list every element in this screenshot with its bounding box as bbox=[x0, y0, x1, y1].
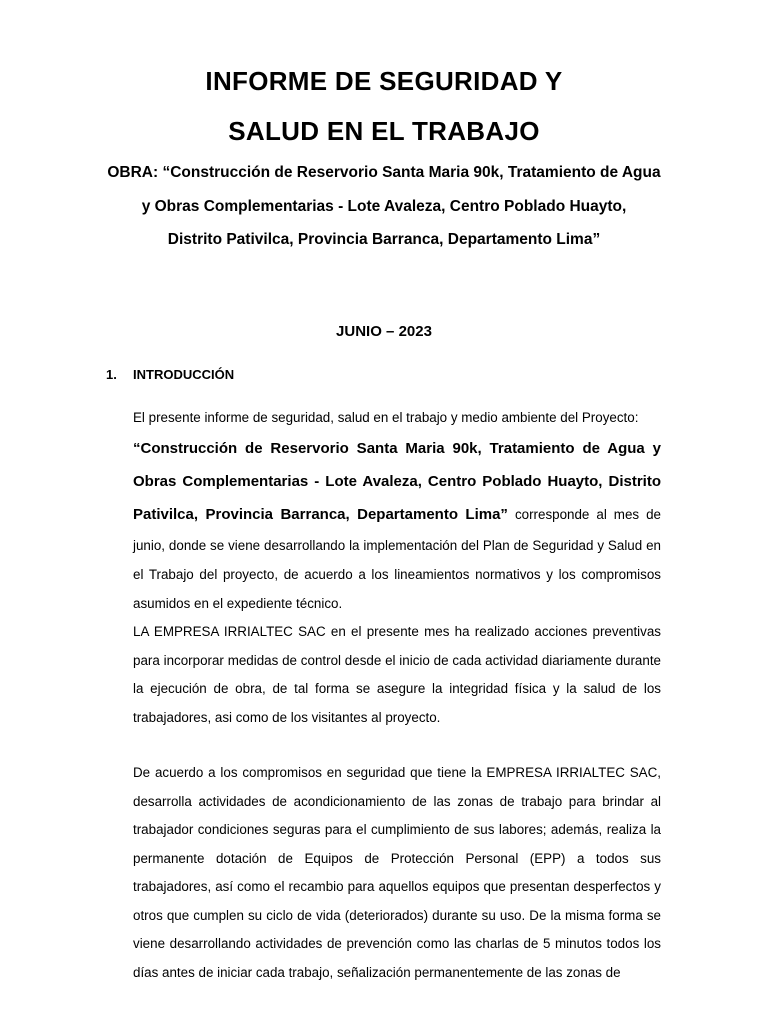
intro-sentence: El presente informe de seguridad, salud en el trabajo y medio ambiente del Proyecto: bbox=[133, 410, 639, 425]
safety-commitments-paragraph: De acuerdo a los compromisos en seguridad que tiene la EMPRESA IRRIALTEC SAC, desarrolla actividades de acondicionamiento de las zonas de trabajo para brindar al trabajador condiciones seguras para el cumplimiento de sus labores; además, realiza la permanente dotación de Equipos de Protección Personal (EPP) a todos sus trabajadores, así como el recambio para aquellos equipos que presentan desperfectos y otros que cumplen su ciclo de vida (deteriorados) durante su uso. De la misma forma se viene desarrollando actividades de prevención como las charlas de 5 minutos todos los días antes de iniciar cada trabajo, señalización permanentemente de las zonas de bbox=[133, 765, 661, 980]
obra-line-1: OBRA: “Construcción de Reservorio Santa Maria 90k, Tratamiento de Agua bbox=[107, 164, 661, 181]
section-number: 1. bbox=[106, 367, 117, 382]
title-line-2: SALUD EN EL TRABAJO bbox=[228, 116, 540, 146]
intro-continuation: corresponde al mes de junio, donde se viene desarrollando la implementación del Plan de Seguridad y Salud en el Trabajo del proyecto, de acuerdo a los lineamientos normativos y los compromisos asumidos en el expediente técnico. bbox=[133, 507, 661, 611]
section-heading bbox=[106, 367, 234, 382]
company-actions-paragraph: LA EMPRESA IRRIALTEC SAC en el presente mes ha realizado acciones preventivas para incorporar medidas de control desde el inicio de cada actividad diariamente durante la ejecución de obra, de tal forma se asegure la integridad física y la salud de los trabajadores, asi como de los visitantes al proyecto. bbox=[133, 624, 661, 725]
project-name-quote: “Construcción de Reservorio Santa Maria 90k, Tratamiento de Agua y Obras Complementarias - Lote Avaleza, Centro Poblado Huayto, Distrito Pativilca, Provincia Barranca, Departamento Lima” bbox=[133, 440, 661, 523]
report-date: JUNIO – 2023 bbox=[336, 323, 432, 340]
title-line-1: INFORME DE SEGURIDAD Y bbox=[205, 66, 563, 96]
obra-line-3: Distrito Pativilca, Provincia Barranca, Departamento Lima” bbox=[167, 231, 601, 248]
intro-paragraph bbox=[133, 404, 661, 618]
obra-line-2: y Obras Complementarias - Lote Avaleza, Centro Poblado Huayto, bbox=[141, 198, 627, 215]
section-title: INTRODUCCIÓN bbox=[133, 367, 235, 382]
